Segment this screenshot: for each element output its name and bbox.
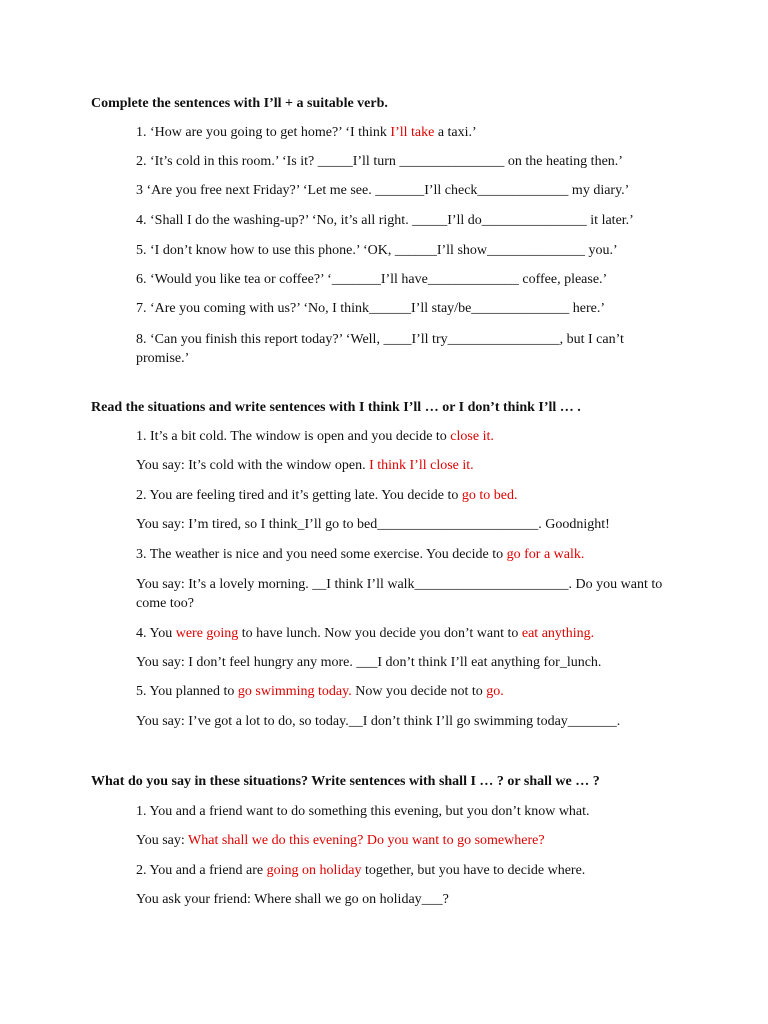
sentence-text: 4. ‘Shall I do the washing-up?’ ‘No, it’s all right. _____I’ll do_______________ it later.’ bbox=[136, 213, 634, 228]
answer-text: go to bed. bbox=[461, 488, 518, 503]
answer-text: go. bbox=[486, 684, 504, 699]
sentence-text: 7. ‘Are you coming with us?’ ‘No, I think______I’ll stay/be______________ here.’ bbox=[136, 301, 606, 316]
answer-text: close it. bbox=[450, 429, 494, 444]
exercise-3-answer-1 bbox=[136, 831, 545, 850]
sentence-text: You say: It’s a lovely morning. __I think I’ll walk______________________. Do you want to come too? bbox=[136, 577, 663, 611]
exercise-1-item-8 bbox=[136, 330, 676, 368]
sentence-text: You say: I’m tired, so I think_I’ll go to bed_______________________. Goodnight! bbox=[136, 517, 610, 532]
sentence-text: 2. ‘It’s cold in this room.’ ‘Is it? _____I’ll turn _______________ on the heating then.’ bbox=[136, 154, 623, 169]
sentence-text: 1. ‘How are you going to get home?’ ‘I think bbox=[136, 125, 391, 140]
sentence-text: 1. You and a friend want to do something this evening, but you don’t know what. bbox=[136, 804, 590, 819]
exercise-2-answer-1 bbox=[136, 456, 474, 475]
sentence-text: together, but you have to decide where. bbox=[361, 863, 586, 878]
answer-text: eat anything. bbox=[521, 626, 595, 641]
exercise-3-situation-1 bbox=[136, 802, 590, 821]
sentence-text: You say: I don’t feel hungry any more. ___I don’t think I’ll eat anything for_lunch. bbox=[136, 655, 602, 670]
sentence-text: 3 ‘Are you free next Friday?’ ‘Let me see. _______I’ll check_____________ my diary.’ bbox=[136, 183, 630, 198]
sentence-text: 5. ‘I don’t know how to use this phone.’ ‘OK, ______I’ll show______________ you.’ bbox=[136, 243, 618, 258]
exercise-2-situation-4 bbox=[136, 624, 594, 643]
sentence-text: a taxi.’ bbox=[434, 125, 477, 140]
exercise-3-situation-2 bbox=[136, 861, 585, 880]
sentence-text: 6. ‘Would you like tea or coffee?’ ‘_______I’ll have_____________ coffee, please.’ bbox=[136, 272, 608, 287]
section-3-heading: What do you say in these situations? Write sentences with shall I … ? or shall we … ? bbox=[91, 774, 600, 789]
exercise-2-situation-3 bbox=[136, 545, 584, 564]
exercise-1-item-7 bbox=[136, 299, 605, 318]
sentence-text: 2. You are feeling tired and it’s getting late. You decide to bbox=[136, 488, 462, 503]
answer-text: going on holiday bbox=[266, 863, 362, 878]
sentence-text: You ask your friend: Where shall we go on holiday___? bbox=[136, 892, 449, 907]
answer-text: What shall we do this evening? Do you want to go somewhere? bbox=[188, 833, 545, 848]
sentence-text: 2. You and a friend are bbox=[136, 863, 267, 878]
sentence-text: 4. You bbox=[136, 626, 176, 641]
exercise-1-item-1 bbox=[136, 123, 477, 142]
answer-text: I think I’ll close it. bbox=[369, 458, 474, 473]
sentence-text: Now you decide not to bbox=[351, 684, 487, 699]
exercise-2-answer-3 bbox=[136, 575, 666, 613]
exercise-2-situation-1 bbox=[136, 427, 494, 446]
exercise-1-item-4 bbox=[136, 211, 634, 230]
exercise-2-situation-2 bbox=[136, 486, 517, 505]
exercise-2-answer-2 bbox=[136, 515, 610, 534]
exercise-2-answer-4 bbox=[136, 653, 601, 672]
section-2-heading: Read the situations and write sentences with I think I’ll … or I don’t think I’ll … . bbox=[91, 400, 581, 415]
exercise-2-answer-5 bbox=[136, 712, 620, 731]
sentence-text: 1. It’s a bit cold. The window is open and you decide to bbox=[136, 429, 451, 444]
sentence-text: You say: I’ve got a lot to do, so today.__I don’t think I’ll go swimming today_______. bbox=[136, 714, 621, 729]
exercise-1-item-6 bbox=[136, 270, 607, 289]
sentence-text: to have lunch. Now you decide you don’t want to bbox=[238, 626, 522, 641]
sentence-text: You say: It’s cold with the window open. bbox=[136, 458, 370, 473]
section-1-heading: Complete the sentences with I’ll + a suitable verb. bbox=[91, 96, 388, 111]
sentence-text: 3. The weather is nice and you need some exercise. You decide to bbox=[136, 547, 507, 562]
answer-text: I’ll take bbox=[390, 125, 435, 140]
exercise-1-item-5 bbox=[136, 241, 618, 260]
answer-text: were going bbox=[175, 626, 239, 641]
exercise-1-item-2 bbox=[136, 152, 623, 171]
answer-text: go swimming today. bbox=[237, 684, 352, 699]
exercise-1-item-3 bbox=[136, 181, 629, 200]
sentence-text: 8. ‘Can you finish this report today?’ ‘Well, ____I’ll try________________, but I can’t promise.’ bbox=[136, 332, 624, 366]
answer-text: go for a walk. bbox=[506, 547, 585, 562]
sentence-text: 5. You planned to bbox=[136, 684, 238, 699]
sentence-text: You say: bbox=[136, 833, 189, 848]
exercise-3-answer-2 bbox=[136, 890, 449, 909]
exercise-2-situation-5 bbox=[136, 682, 504, 701]
